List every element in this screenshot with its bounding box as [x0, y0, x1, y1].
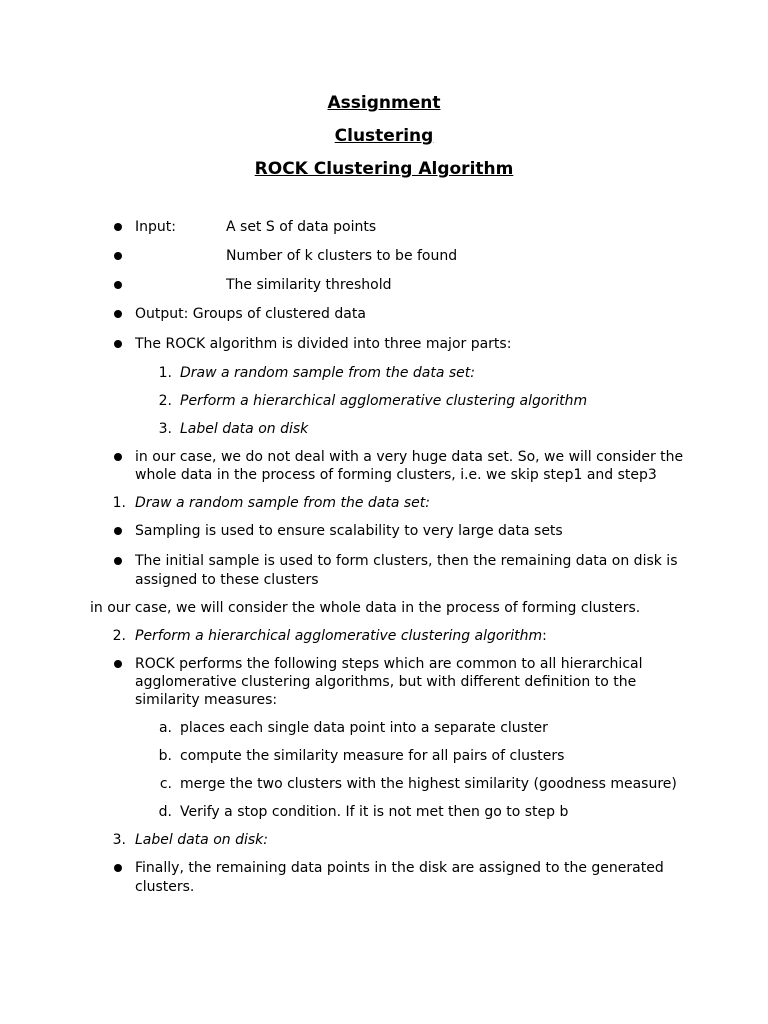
step-item: Verify a stop condition. If it is not met then go to step b	[180, 804, 569, 820]
section1-bullet2-line1: The initial sample is used to form clusters, then the remaining data on disk is	[135, 553, 678, 569]
part-number: 1.	[158, 365, 172, 381]
bullet-icon	[114, 660, 122, 668]
section3-bullet-line2: clusters.	[135, 879, 195, 895]
section2-bullet-line1: ROCK performs the following steps which are common to all hierarchical	[135, 656, 643, 672]
section-number: 3.	[112, 832, 126, 848]
section2-bullet-line3: similarity measures:	[135, 692, 278, 708]
section2-heading-wrap	[135, 627, 547, 645]
step-letter: c.	[159, 776, 172, 792]
part-number: 3.	[158, 421, 172, 437]
bullet-icon	[114, 453, 122, 461]
section2-heading-suffix: :	[542, 628, 547, 644]
bullet-icon	[114, 223, 122, 231]
input-item-2: Number of k clusters to be found	[226, 248, 458, 264]
title-rock: ROCK Clustering Algorithm	[254, 159, 514, 179]
bullet-icon	[114, 557, 122, 565]
title-clustering: Clustering	[334, 126, 434, 146]
bullet-icon	[114, 252, 122, 260]
part-item: Draw a random sample from the data set:	[180, 365, 476, 381]
step-item: places each single data point into a separate cluster	[180, 720, 548, 736]
bullet-icon	[114, 281, 122, 289]
step-letter: b.	[158, 748, 172, 764]
parts-intro: The ROCK algorithm is divided into three major parts:	[135, 336, 512, 352]
part-number: 2.	[158, 393, 172, 409]
bullet-icon	[114, 340, 122, 348]
step-letter: a.	[158, 720, 172, 736]
section3-heading: Label data on disk:	[135, 832, 268, 848]
section1-note: in our case, we will consider the whole data in the process of forming clusters.	[90, 600, 641, 616]
part-item: Label data on disk	[180, 421, 309, 437]
step-item: merge the two clusters with the highest similarity (goodness measure)	[180, 776, 677, 792]
output-line: Output: Groups of clustered data	[135, 306, 366, 322]
title-assignment: Assignment	[327, 93, 441, 113]
input-item-1: A set S of data points	[226, 219, 377, 235]
section2-bullet-line2: agglomerative clustering algorithms, but with different definition to the	[135, 674, 637, 690]
section1-bullet1: Sampling is used to ensure scalability to very large data sets	[135, 523, 563, 539]
input-item-3: The similarity threshold	[226, 277, 392, 293]
case-note-line1: in our case, we do not deal with a very huge data set. So, we will consider the	[135, 449, 684, 465]
input-label: Input:	[135, 219, 176, 235]
step-item: compute the similarity measure for all pairs of clusters	[180, 748, 565, 764]
part-item: Perform a hierarchical agglomerative clustering algorithm	[180, 393, 588, 409]
step-letter: d.	[158, 804, 172, 820]
section-number: 1.	[112, 495, 126, 511]
section1-heading: Draw a random sample from the data set:	[135, 495, 431, 511]
section3-bullet-line1: Finally, the remaining data points in the disk are assigned to the generated	[135, 860, 664, 876]
bullet-icon	[114, 527, 122, 535]
bullet-icon	[114, 864, 122, 872]
case-note-line2: whole data in the process of forming clusters, i.e. we skip step1 and step3	[135, 467, 657, 483]
section-number: 2.	[112, 628, 126, 644]
bullet-icon	[114, 310, 122, 318]
section1-bullet2-line2: assigned to these clusters	[135, 572, 319, 588]
section2-heading: Perform a hierarchical agglomerative clustering algorithm	[135, 628, 543, 644]
